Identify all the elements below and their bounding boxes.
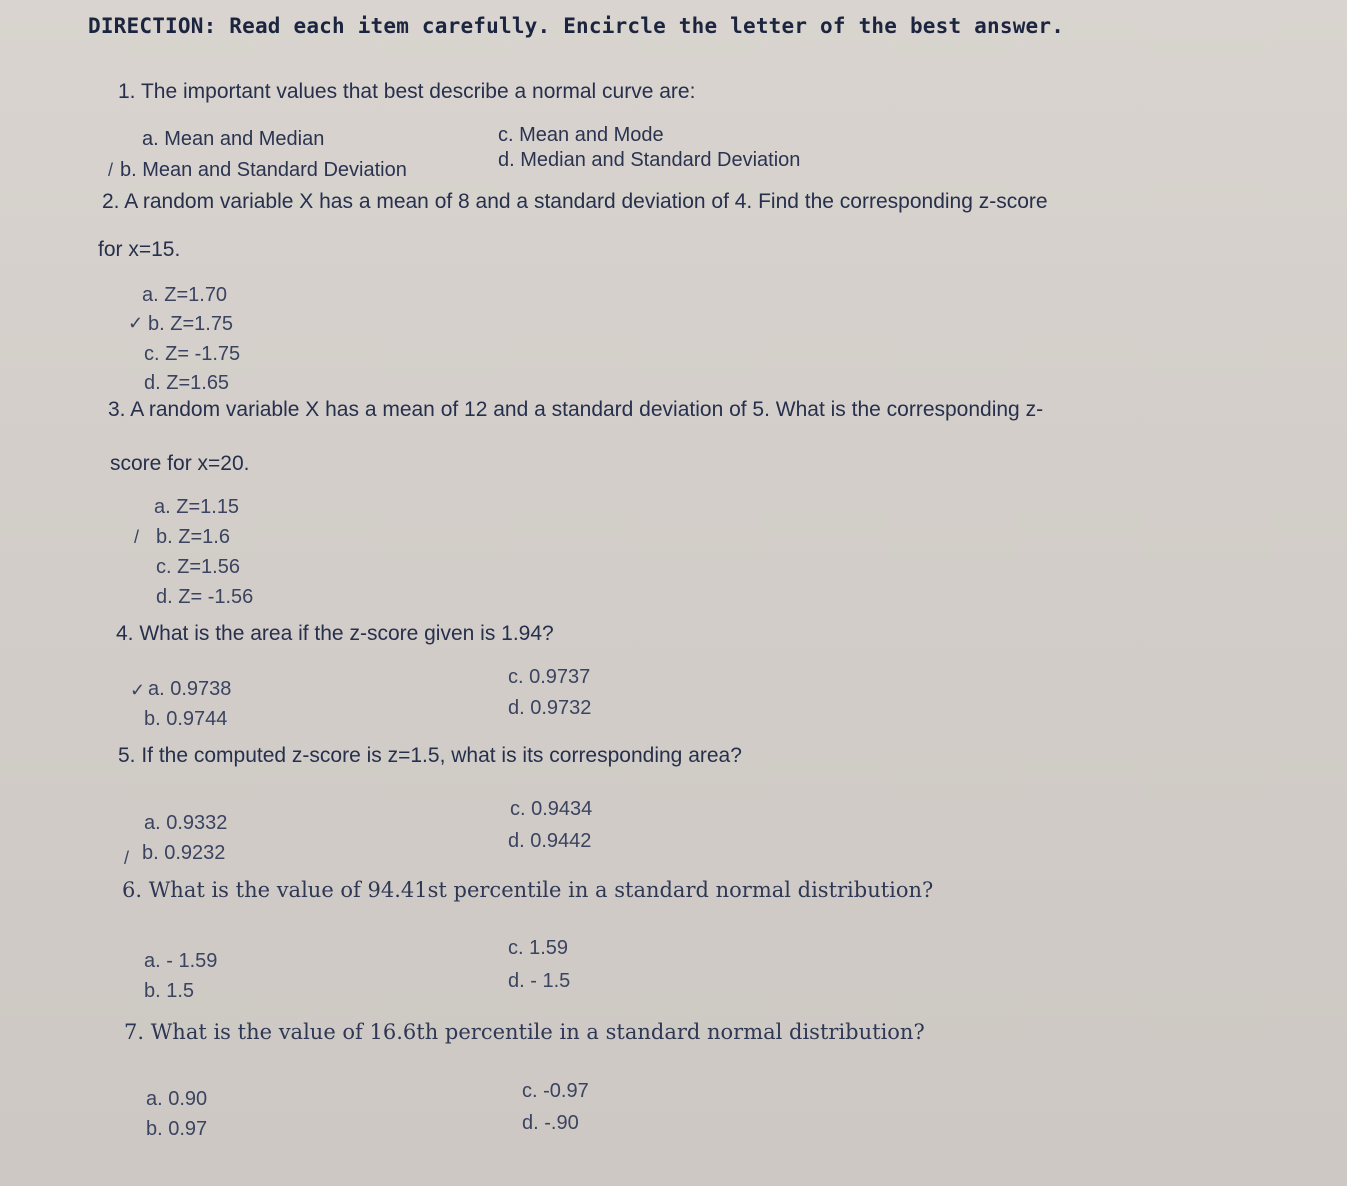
question-3-text-continued: score for x=20. [110,452,250,475]
question-7-text: 7. What is the value of 16.6th percentile in a standard normal distribution? [124,1020,925,1044]
question-6-option-a[interactable]: a. - 1.59 [144,950,218,972]
question-5-option-b[interactable]: b. 0.9232 [142,842,226,864]
direction-heading: DIRECTION: Read each item carefully. Encircle the letter of the best answer. [88,14,1065,38]
question-2-text-continued: for x=15. [98,238,181,261]
question-4-option-d[interactable]: d. 0.9732 [508,697,592,719]
question-4-option-b[interactable]: b. 0.9744 [144,708,228,730]
question-5-text: 5. If the computed z-score is z=1.5, what is its corresponding area? [118,744,742,767]
question-1-option-a[interactable]: a. Mean and Median [142,128,325,150]
question-3-text: 3. A random variable X has a mean of 12 and a standard deviation of 5. What is the corresponding z- [108,398,1044,421]
check-mark-icon: / [134,527,140,547]
question-3-option-d[interactable]: d. Z= -1.56 [156,586,254,608]
question-2-text: 2. A random variable X has a mean of 8 and a standard deviation of 4. Find the corresponding z-score [102,190,1048,213]
question-7-option-c[interactable]: c. -0.97 [522,1080,589,1102]
check-mark-icon: / [108,160,114,180]
question-3-option-b[interactable]: b. Z=1.6 [156,526,230,548]
check-mark-icon: / [124,848,130,868]
question-4-option-a[interactable]: a. 0.9738 [148,678,232,700]
question-6-text: 6. What is the value of 94.41st percentile in a standard normal distribution? [122,878,934,902]
question-7-option-d[interactable]: d. -.90 [522,1112,579,1134]
question-4-text: 4. What is the area if the z-score given is 1.94? [116,622,554,645]
question-6-option-d[interactable]: d. - 1.5 [508,970,571,992]
question-1-option-c[interactable]: c. Mean and Mode [498,124,664,146]
question-2-option-c[interactable]: c. Z= -1.75 [144,343,241,365]
question-6-option-c[interactable]: c. 1.59 [508,937,569,959]
question-4-option-c[interactable]: c. 0.9737 [508,666,591,688]
question-5-option-c[interactable]: c. 0.9434 [510,798,593,820]
question-2-option-b[interactable]: b. Z=1.75 [148,313,234,335]
question-5-option-d[interactable]: d. 0.9442 [508,830,592,852]
question-2-option-a[interactable]: a. Z=1.70 [142,284,228,306]
question-7-option-a[interactable]: a. 0.90 [146,1088,208,1110]
question-5-option-a[interactable]: a. 0.9332 [144,812,228,834]
question-1-text: 1. The important values that best describe a normal curve are: [118,80,696,103]
question-6-option-b[interactable]: b. 1.5 [144,980,195,1002]
check-mark-icon: ✓ [130,680,146,700]
question-3-option-a[interactable]: a. Z=1.15 [154,496,240,518]
question-1-option-b[interactable]: b. Mean and Standard Deviation [120,159,407,181]
question-3-option-c[interactable]: c. Z=1.56 [156,556,240,578]
question-1-option-d[interactable]: d. Median and Standard Deviation [498,149,801,171]
check-mark-icon: ✓ [128,313,144,333]
question-2-option-d[interactable]: d. Z=1.65 [144,372,230,394]
question-7-option-b[interactable]: b. 0.97 [146,1118,208,1140]
